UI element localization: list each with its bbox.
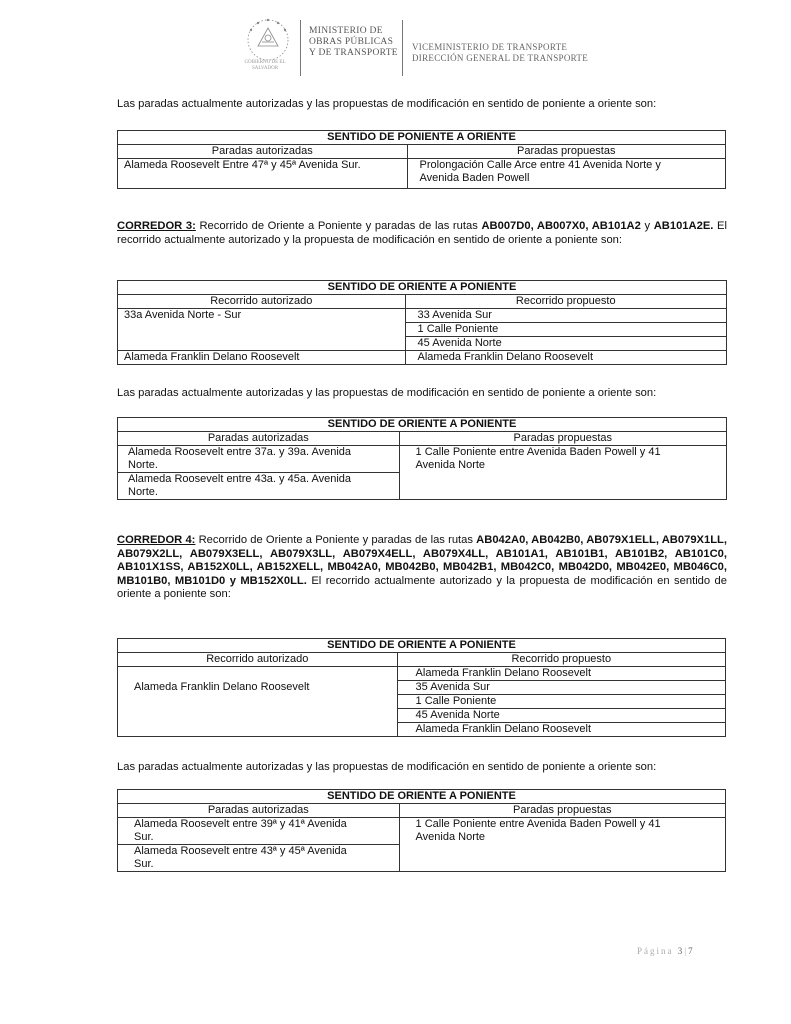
table-title: SENTIDO DE ORIENTE A PONIENTE [118,790,726,804]
table-cell: 45 Avenida Norte [405,337,726,351]
table-cell: 1 Calle Poniente entre Avenida Baden Powell y 41 Avenida Norte [399,818,725,872]
table-title: SENTIDO DE PONIENTE A ORIENTE [118,131,726,145]
column-header: Paradas propuestas [399,804,725,818]
column-header: Paradas propuestas [407,145,725,159]
corredor-3-paragraph: CORREDOR 3: Recorrido de Oriente a Poniente y paradas de las rutas AB007D0, AB007X0, AB101A2 y AB101A2E. El recorrido actualmente autorizado y la propuesta de modificación en sentido de oriente a poniente son: [117,220,727,246]
table-cell: Prolongación Calle Arce entre 41 Avenida Norte y Avenida Baden Powell [407,159,725,189]
table-cell: 35 Avenida Sur [397,681,725,695]
table-cell: Alameda Franklin Delano Roosevelt [397,723,725,737]
table-cell: Alameda Roosevelt entre 39ª y 41ª Avenida Sur. [118,818,400,845]
letterhead [240,14,620,84]
table-cell: Alameda Roosevelt entre 37a. y 39a. Avenida Norte. [118,446,400,473]
column-header: Paradas autorizadas [118,145,408,159]
intro-paragraph: Las paradas actualmente autorizadas y las propuestas de modificación en sentido de poniente a oriente son: [117,387,657,399]
stops-table-west-east [117,130,726,189]
table-title: SENTIDO DE ORIENTE A PONIENTE [118,418,727,432]
page-number: Página 3|7 [637,946,695,956]
column-header: Recorrido propuesto [397,653,725,667]
column-header: Recorrido propuesto [405,295,726,309]
table-cell: Alameda Roosevelt Entre 47ª y 45ª Avenida Sur. [118,159,408,189]
logo-divider [300,20,301,76]
table-cell: Alameda Roosevelt entre 43a. y 45a. Avenida Norte. [118,473,400,500]
table-cell: 33a Avenida Norte - Sur [118,309,406,351]
column-header: Recorrido autorizado [118,653,398,667]
route-table-corredor-4 [117,638,726,737]
table-cell: Alameda Franklin Delano Roosevelt [118,351,406,365]
ministry-name: MINISTERIO DE OBRAS PÚBLICAS Y DE TRANSPORTE [309,26,398,58]
corredor-label: CORREDOR 4: [117,534,196,546]
intro-paragraph: Las paradas actualmente autorizadas y las propuestas de modificación en sentido de poniente a oriente son: [117,98,657,110]
corredor-label: CORREDOR 3: [117,220,196,232]
route-table-corredor-3 [117,280,727,365]
table-cell: 1 Calle Poniente entre Avenida Baden Powell y 41 Avenida Norte [399,446,726,500]
corredor-4-paragraph: CORREDOR 4: Recorrido de Oriente a Poniente y paradas de las rutas AB042A0, AB042B0, AB079X1ELL, AB079X1LL, AB079X2LL, AB079X3ELL, AB079X3LL, AB079X4ELL, AB079X4LL, AB101A1, AB101B1, AB101B2, AB101C0, AB101X1SS, AB152X0LL, AB152XELL, MB042A0, MB042B0, MB042B1, MB042C0, MB042D0, MB042E0, MB046C0, MB101B0, MB101D0 y MB152X0LL. El recorrido actualmente autorizado y la propuesta de modificación en sentido de oriente a poniente son: [117,534,727,600]
vice-ministry-name: VICEMINISTERIO DE TRANSPORTE DIRECCIÓN GENERAL DE TRANSPORTE [412,42,589,63]
table-cell: 45 Avenida Norte [397,709,725,723]
stops-table-corredor-4 [117,789,726,872]
column-header: Recorrido autorizado [118,295,406,309]
column-header: Paradas propuestas [399,432,726,446]
column-header: Paradas autorizadas [118,432,400,446]
table-cell: Alameda Roosevelt entre 43ª y 45ª Avenida Sur. [118,845,400,872]
table-cell: 33 Avenida Sur [405,309,726,323]
table-cell: 1 Calle Poniente [397,695,725,709]
stops-table-corredor-3 [117,417,727,500]
table-cell: Alameda Franklin Delano Roosevelt [397,667,725,681]
logo-divider [402,20,403,76]
intro-paragraph: Las paradas actualmente autorizadas y las propuestas de modificación en sentido de poniente a oriente son: [117,761,657,773]
table-title: SENTIDO DE ORIENTE A PONIENTE [118,639,726,653]
column-header: Paradas autorizadas [118,804,400,818]
table-cell: Alameda Franklin Delano Roosevelt [118,667,398,737]
table-cell: Alameda Franklin Delano Roosevelt [405,351,726,365]
seal-caption: GOBIERNO DE EL SALVADOR [244,60,286,71]
table-cell: 1 Calle Poniente [405,323,726,337]
table-title: SENTIDO DE ORIENTE A PONIENTE [118,281,727,295]
